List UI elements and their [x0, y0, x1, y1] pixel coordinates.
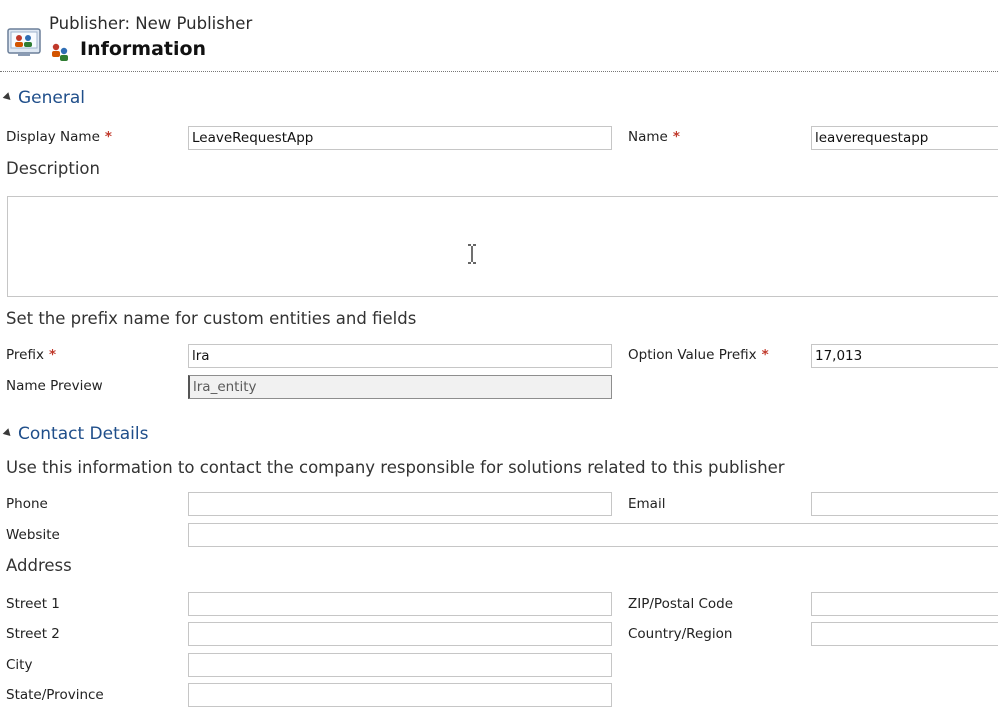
- name-input[interactable]: leaverequestapp: [811, 126, 998, 150]
- email-input[interactable]: [811, 492, 998, 516]
- entity-label: Publisher: New Publisher: [49, 14, 253, 33]
- header-divider: [0, 71, 998, 72]
- description-label: Description: [6, 159, 100, 178]
- prefix-input[interactable]: lra: [188, 344, 612, 368]
- state-label: State/Province: [6, 687, 104, 703]
- display-name-input[interactable]: LeaveRequestApp: [188, 126, 612, 150]
- publisher-icon: [6, 26, 42, 58]
- option-value-prefix-label: Option Value Prefix *: [628, 347, 769, 363]
- contact-info-text: Use this information to contact the company responsible for solutions related to this publisher: [6, 458, 785, 477]
- prefix-label: Prefix *: [6, 347, 57, 363]
- collapse-triangle-icon: [3, 428, 14, 439]
- text-cursor-icon: [467, 244, 477, 264]
- required-marker: *: [761, 347, 769, 363]
- country-label: Country/Region: [628, 626, 733, 642]
- form-title: Information: [80, 38, 207, 60]
- street1-input[interactable]: [188, 592, 612, 616]
- users-icon: [49, 41, 71, 63]
- website-label: Website: [6, 527, 60, 543]
- street2-input[interactable]: [188, 622, 612, 646]
- address-heading: Address: [6, 556, 72, 575]
- email-label: Email: [628, 496, 666, 512]
- required-marker: *: [48, 347, 57, 363]
- prefix-heading: Set the prefix name for custom entities and fields: [6, 309, 417, 328]
- display-name-label: Display Name *: [6, 129, 112, 145]
- phone-input[interactable]: [188, 492, 612, 516]
- required-marker: *: [104, 129, 112, 145]
- name-preview-label: Name Preview: [6, 378, 103, 394]
- section-general-title: General: [18, 88, 85, 108]
- city-input[interactable]: [188, 653, 612, 677]
- phone-label: Phone: [6, 496, 48, 512]
- name-label: Name *: [628, 129, 680, 145]
- option-value-prefix-input[interactable]: 17,013: [811, 344, 998, 368]
- required-marker: *: [672, 129, 680, 145]
- section-contact-title: Contact Details: [18, 424, 149, 444]
- collapse-triangle-icon: [3, 92, 14, 103]
- city-label: City: [6, 657, 33, 673]
- street1-label: Street 1: [6, 596, 60, 612]
- state-input[interactable]: [188, 683, 612, 707]
- section-general-toggle[interactable]: [4, 88, 85, 108]
- section-contact-toggle[interactable]: [4, 424, 148, 444]
- zip-label: ZIP/Postal Code: [628, 596, 734, 612]
- country-input[interactable]: [811, 622, 998, 646]
- name-preview-field: lra_entity: [188, 375, 612, 399]
- zip-input[interactable]: [811, 592, 998, 616]
- street2-label: Street 2: [6, 626, 60, 642]
- description-textarea[interactable]: [7, 196, 998, 297]
- website-input[interactable]: [188, 523, 998, 547]
